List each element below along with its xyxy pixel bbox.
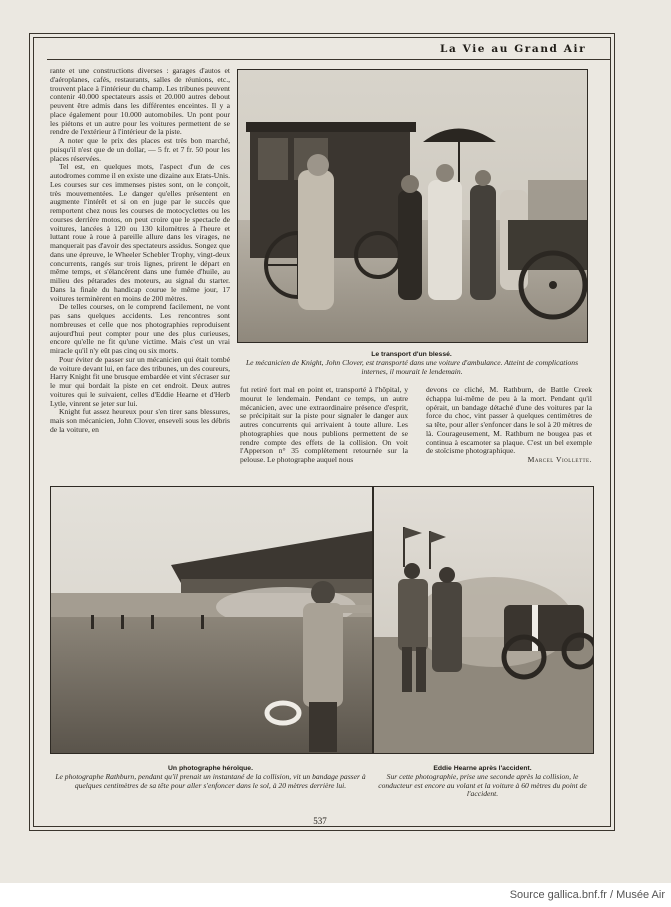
article-column-3: [426, 386, 592, 470]
article-column-1: [50, 67, 230, 469]
photo-eddie-hearne-title: Eddie Hearne après l'accident.: [433, 765, 532, 772]
paragraph: Knight fut assez heureux pour s'en tirer sans blessures, mais son mécanicien, John Clover, enseveli sous les débris de la voiture, en: [50, 407, 230, 434]
paragraph: fut retiré fort mal en point et, transporté à l'hôpital, y mourut le lendemain. Pendant ce temps, un autre mécanicien, avec une extraordinaire présence d'esprit, se précipitait sur la piste pour signaler le danger aux autres concurrents qui arrivaient à toute allure. Les photographies que nous publions permettent de se rendre compte des effets de la collision. On voit l'Apperson n° 35 complètement retournée sur la pelouse. Le photographe auquel nous: [240, 386, 408, 464]
author-signature: Marcel Viollette.: [527, 455, 592, 464]
photo-ambulance-title: Le transport d'un blessé.: [371, 351, 452, 358]
photo-eddie-hearne-image: [374, 487, 593, 753]
photo-ambulance: [237, 69, 588, 343]
paragraph: rante et une constructions diverses : garages d'autos et d'aéroplanes, cafés, restaurants, salles de réunions, etc., trouvent place à l'intérieur du champ. Les tribunes peuvent contenir 40.000 spectateurs assis et 20.000 autres debout peuvent être admis dans les différentes enceintes. Il y a place également pour 10.000 automobiles. Un pont pour les piétons et un autre pour les voitures permettent de se rendre de l'extérieur à l'intérieur de la piste.: [50, 67, 230, 137]
header-rule: [47, 59, 610, 60]
article-column-2: [240, 386, 408, 470]
paragraph: devons ce cliché, M. Rathburn, de Battle Creek échappa lui-même de peu à la mort. Pendant qu'il opérait, un bandage détaché d'une des voitures par la force du choc, vint passer à quelques centimètres de sa tête, pour aller s'enfoncer dans le sol à 20 mètres de là. Courageusement, M. Rathburn ne bougea pas et continua à escamoter sa plaque. C'est un bel exemple de stoïcisme photographique.: [426, 386, 592, 456]
photo-eddie-hearne-caption: Sur cette photographie, prise une seconde après la collision, le conducteur est encore au volant et la voiture à 60 mètres du point de l'accident.: [378, 772, 587, 799]
photo-photographer-title: Un photographe héroïque.: [168, 765, 253, 772]
photo-ambulance-image: [238, 70, 587, 342]
paragraph: Pour éviter de passer sur un mécanicien qui était tombé de voiture devant lui, en face des tribunes, un des coureurs, Harry Knight fit une brusque embardée et vint s'écraser sur le mur qui bordait la piste en cet endroit. Deux autres voitures qui le suivaient, celles d'Eddie Hearne et d'Herb Lytle, vinrent se jeter sur lui.: [50, 354, 230, 408]
photo-ambulance-caption: Le mécanicien de Knight, John Clover, est transporté dans une voiture d'ambulance. Atteint de complications internes, il mourait le lendemain.: [245, 358, 579, 376]
photo-eddie-hearne: [373, 486, 594, 754]
page-number: 537: [313, 816, 327, 826]
running-header: La Vie au Grand Air: [440, 43, 587, 55]
source-credit: Source gallica.bnf.fr / Musée Air: [509, 889, 665, 901]
photo-photographer-caption: Le photographe Rathburn, pendant qu'il prenait un instantané de la collision, vit un bandage passer à quelques centimètres de sa tête pour aller s'enfoncer dans le sol, à 20 mètres derrière lui.: [55, 772, 366, 790]
paragraph: De telles courses, on le comprend facilement, ne vont pas sans quelques accidents. Les rencontres sont nombreuses et celle que nos photographies reproduisent aujourd'hui peut compter pour une des plus curieuses, encore qu'elle ne fit qu'une victime. Mais c'est un vrai miracle qu'il n'y eût pas cinq ou six morts.: [50, 302, 230, 355]
paragraph: Tel est, en quelques mots, l'aspect d'un de ces autodromes comme il en existe une dizaine aux Etats-Unis. Les courses sur ces immenses pistes sont, on le conçoit, très mouvementées. Le danger qu'elles présentent en augmente l'intérêt et si on en juge par le succès que remportent chez nous les courses de motocyclettes ou les courses derrière motos, on peut croire que le spectacle de voitures, lancées à 120 ou 130 kilomètres à l'heure et luttant roue à roue à pareille allure dans les virages, ne manquerait pas d'avoir des spectateurs assidus. Songez que dans une épreuve, le Wheeler Schebler Trophy, vingt-deux concurrents, rangés sur trois lignes, prirent le départ en même temps, et s'élancèrent dans une fumée d'huile, au milieu des pétarades des moteurs, au signal du starter. Dans la finale du handicap courue le même jour, 17 voitures terminèrent en moins de 200 mètres.: [50, 162, 230, 303]
paragraph: A noter que le prix des places est très bon marché, puisqu'il n'est que de un dollar, — 5 fr. et 7 fr. 50 pour les places réservées.: [50, 136, 230, 163]
photo-photographer: [50, 486, 373, 754]
photo-photographer-image: [51, 487, 372, 753]
